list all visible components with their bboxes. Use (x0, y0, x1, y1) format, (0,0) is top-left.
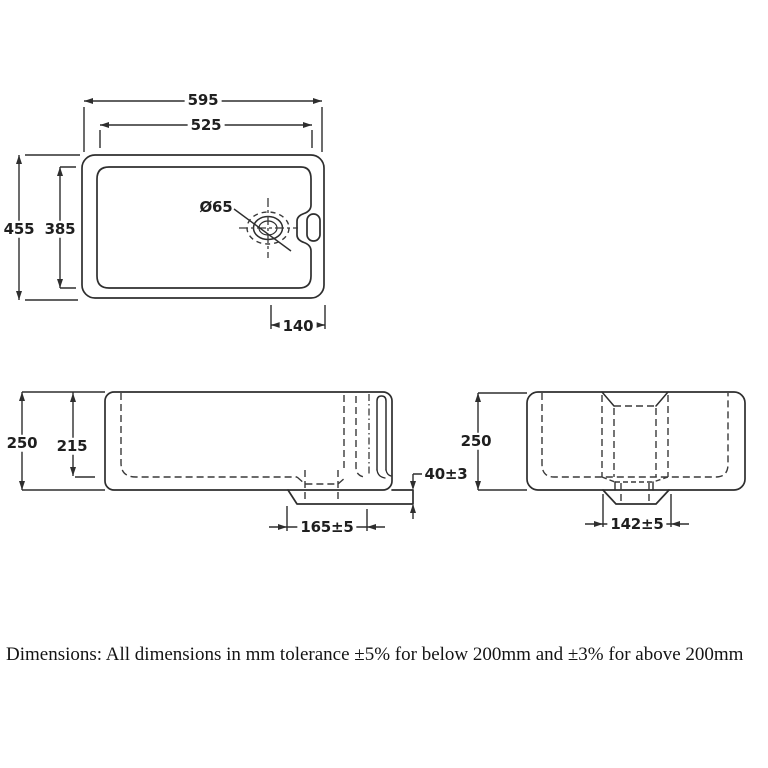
label-plan-inner-width: 525 (188, 117, 225, 134)
label-front-waste-width: 165±5 (297, 519, 356, 536)
label-waste-height: 40±3 (424, 464, 468, 483)
front-body (105, 392, 392, 490)
label-drain-diameter: Ø65 (199, 197, 233, 216)
front-overflow-channel (356, 396, 365, 477)
front-dim-40 (410, 474, 422, 519)
label-drain-offset: 140 (280, 318, 317, 335)
side-basin-hidden (542, 393, 728, 477)
side-overflow-channel (602, 395, 668, 477)
front-overflow-slot (377, 396, 386, 470)
front-waste-boss (288, 490, 413, 504)
front-dim-215 (70, 392, 95, 477)
plan-outer-rim (82, 155, 324, 298)
side-body (527, 392, 745, 490)
label-plan-inner-depth: 385 (42, 221, 79, 238)
side-waste-boss (603, 490, 669, 504)
front-view (19, 392, 422, 531)
side-view (475, 392, 745, 527)
label-front-inner-depth: 215 (54, 438, 91, 455)
label-side-height: 250 (458, 433, 495, 450)
label-side-waste-width: 142±5 (607, 516, 666, 533)
drain-hole (234, 198, 298, 258)
overflow-slot (307, 214, 320, 241)
tolerance-note: Dimensions: All dimensions in mm tolerance ±5% for below 200mm and ±3% for above 200mm (6, 644, 744, 665)
label-plan-outer-depth: 455 (1, 221, 38, 238)
front-basin-hidden (121, 393, 297, 477)
side-overflow-notch (602, 392, 668, 406)
top-view (16, 98, 325, 329)
label-plan-outer-width: 595 (185, 92, 222, 109)
label-front-height: 250 (4, 435, 41, 452)
